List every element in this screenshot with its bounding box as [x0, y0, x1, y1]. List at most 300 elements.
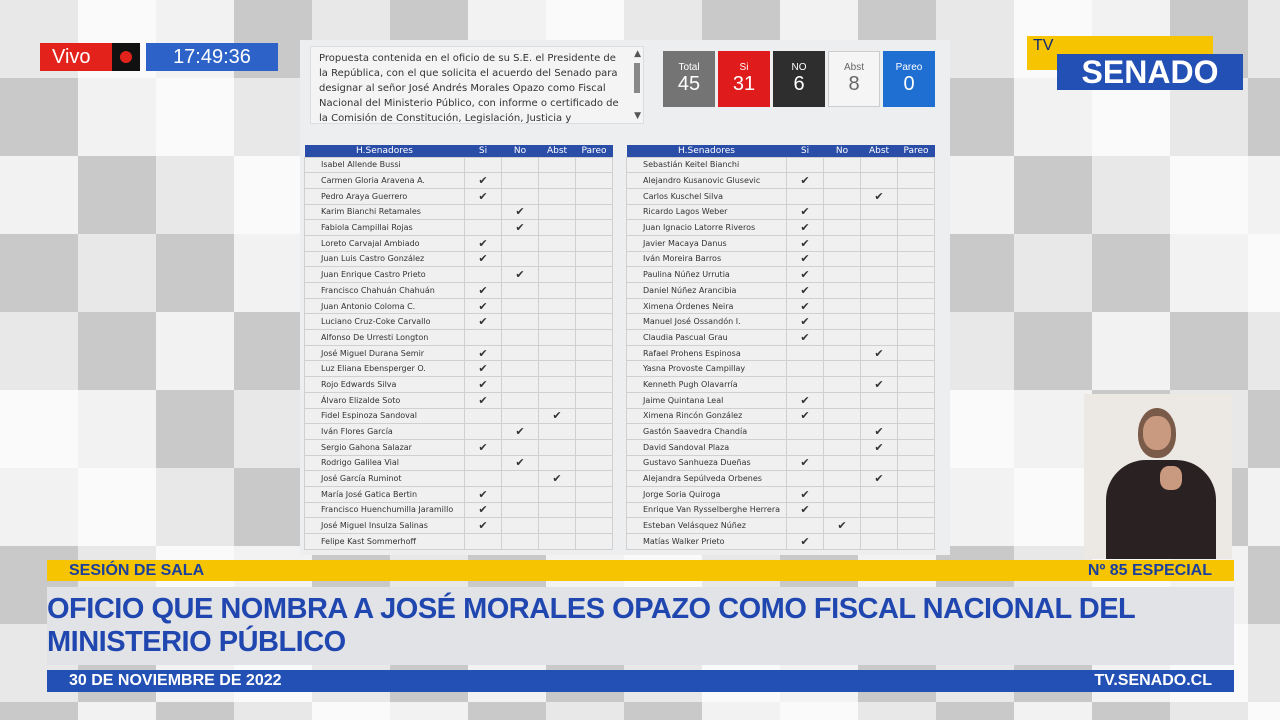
check-icon: ✔ — [515, 456, 525, 470]
motion-text-box[interactable] — [310, 46, 644, 124]
check-icon: ✔ — [874, 189, 884, 203]
col-header-pareo: Pareo — [898, 145, 935, 157]
vote-cell-si — [787, 330, 824, 346]
senator-row — [305, 314, 613, 330]
vote-cell-pareo — [898, 157, 935, 173]
check-icon: ✔ — [478, 519, 488, 533]
vote-cell-abst — [861, 267, 898, 283]
check-icon: ✔ — [800, 268, 810, 282]
vote-cell-si — [787, 173, 824, 189]
senator-name: Gastón Saavedra Chandía — [627, 424, 787, 440]
vote-cell-abst — [539, 361, 576, 377]
senator-row — [627, 267, 935, 283]
vote-cell-no — [502, 534, 539, 550]
senator-row — [305, 424, 613, 440]
check-icon: ✔ — [800, 221, 810, 235]
senator-row — [627, 283, 935, 299]
senator-name: Carmen Gloria Aravena A. — [305, 173, 465, 189]
senator-row — [305, 298, 613, 314]
senator-row — [305, 157, 613, 173]
senator-name: Isabel Allende Bussi — [305, 157, 465, 173]
check-icon: ✔ — [800, 174, 810, 188]
check-icon: ✔ — [800, 534, 810, 548]
vote-cell-pareo — [898, 361, 935, 377]
check-icon: ✔ — [478, 362, 488, 376]
tally-pareo: Pareo 0 — [883, 51, 935, 107]
vote-cell-abst — [861, 408, 898, 424]
vote-cell-no — [824, 502, 861, 518]
senator-row — [305, 220, 613, 236]
vote-cell-abst — [861, 251, 898, 267]
check-icon: ✔ — [800, 503, 810, 517]
check-icon: ✔ — [800, 456, 810, 470]
senator-name: Fidel Espinoza Sandoval — [305, 408, 465, 424]
vote-cell-abst — [539, 408, 576, 424]
vote-cell-si — [465, 345, 502, 361]
senator-row — [627, 455, 935, 471]
check-icon: ✔ — [515, 268, 525, 282]
session-label: SESIÓN DE SALA — [69, 561, 205, 579]
senator-row — [305, 392, 613, 408]
vote-cell-pareo — [898, 267, 935, 283]
senator-name: Sergio Gahona Salazar — [305, 439, 465, 455]
senator-name: Rafael Prohens Espinosa — [627, 345, 787, 361]
vote-cell-pareo — [898, 377, 935, 393]
vote-cell-si — [465, 188, 502, 204]
senator-row — [627, 392, 935, 408]
senator-row — [305, 518, 613, 534]
vote-cell-pareo — [576, 188, 613, 204]
vote-cell-abst — [539, 392, 576, 408]
senator-row — [627, 204, 935, 220]
vote-cell-no — [824, 518, 861, 534]
senator-row — [627, 486, 935, 502]
check-icon: ✔ — [478, 252, 488, 266]
check-icon: ✔ — [478, 236, 488, 250]
vote-cell-pareo — [898, 235, 935, 251]
vote-cell-si — [787, 392, 824, 408]
vote-cell-no — [502, 314, 539, 330]
vote-cell-no — [502, 235, 539, 251]
vote-cell-no — [502, 471, 539, 487]
vote-cell-si — [787, 502, 824, 518]
vote-cell-pareo — [576, 157, 613, 173]
senator-name: Ricardo Lagos Weber — [627, 204, 787, 220]
senator-row — [305, 235, 613, 251]
sign-language-interpreter — [1084, 394, 1232, 559]
vote-cell-no — [502, 220, 539, 236]
vote-cell-abst — [539, 188, 576, 204]
vote-cell-abst — [539, 424, 576, 440]
vote-cell-pareo — [576, 518, 613, 534]
vote-cell-pareo — [576, 267, 613, 283]
vote-cell-pareo — [898, 439, 935, 455]
vote-cell-abst — [861, 424, 898, 440]
vote-cell-no — [824, 220, 861, 236]
senator-row — [305, 439, 613, 455]
site-url: TV.SENADO.CL — [1094, 672, 1212, 689]
vote-cell-no — [502, 298, 539, 314]
senator-row — [627, 173, 935, 189]
vote-cell-pareo — [576, 235, 613, 251]
check-icon: ✔ — [478, 440, 488, 454]
check-icon: ✔ — [478, 299, 488, 313]
senator-name: Álvaro Elizalde Soto — [305, 392, 465, 408]
senator-row — [627, 298, 935, 314]
senator-row — [305, 361, 613, 377]
senator-name: Francisco Huenchumilla Jaramillo — [305, 502, 465, 518]
senator-row — [627, 157, 935, 173]
senator-row — [627, 502, 935, 518]
senator-name: Alfonso De Urresti Longton — [305, 330, 465, 346]
vote-cell-no — [824, 251, 861, 267]
vote-cell-pareo — [576, 455, 613, 471]
vote-cell-si — [787, 345, 824, 361]
vote-cell-pareo — [576, 486, 613, 502]
vote-cell-abst — [539, 486, 576, 502]
col-header-si: Si — [465, 145, 502, 157]
col-header-pareo: Pareo — [576, 145, 613, 157]
vote-cell-abst — [861, 518, 898, 534]
vote-cell-no — [824, 439, 861, 455]
date: 30 DE NOVIEMBRE DE 2022 — [69, 672, 282, 689]
vote-cell-no — [502, 424, 539, 440]
vote-cell-no — [502, 439, 539, 455]
vote-cell-abst — [539, 204, 576, 220]
vote-cell-abst — [539, 157, 576, 173]
vote-cell-abst — [539, 439, 576, 455]
date-bar — [47, 670, 1234, 692]
senator-row — [305, 345, 613, 361]
check-icon: ✔ — [800, 236, 810, 250]
check-icon: ✔ — [515, 205, 525, 219]
vote-cell-abst — [861, 330, 898, 346]
vote-cell-pareo — [576, 377, 613, 393]
vote-cell-no — [502, 361, 539, 377]
senator-name: Karim Bianchi Retamales — [305, 204, 465, 220]
vote-cell-pareo — [898, 455, 935, 471]
check-icon: ✔ — [800, 283, 810, 297]
check-icon: ✔ — [478, 315, 488, 329]
senator-name: Loreto Carvajal Ambiado — [305, 235, 465, 251]
headline-bar — [47, 587, 1234, 665]
vote-cell-abst — [539, 471, 576, 487]
check-icon: ✔ — [874, 377, 884, 391]
senator-row — [627, 235, 935, 251]
vote-cell-si — [465, 157, 502, 173]
vote-cell-pareo — [576, 534, 613, 550]
senator-name: Fabiola Campillai Rojas — [305, 220, 465, 236]
vote-cell-no — [824, 157, 861, 173]
vote-cell-no — [824, 173, 861, 189]
senator-name: Paulina Núñez Urrutia — [627, 267, 787, 283]
check-icon: ✔ — [478, 487, 488, 501]
senator-row — [305, 408, 613, 424]
vote-cell-no — [502, 188, 539, 204]
vote-cell-si — [465, 267, 502, 283]
vote-cell-abst — [861, 486, 898, 502]
vote-cell-abst — [861, 471, 898, 487]
vote-cell-abst — [861, 345, 898, 361]
vote-cell-abst — [861, 502, 898, 518]
senators-table-right — [626, 145, 935, 550]
vote-cell-si — [787, 408, 824, 424]
vote-cell-no — [502, 330, 539, 346]
vote-cell-pareo — [898, 173, 935, 189]
senator-name: Jorge Soria Quiroga — [627, 486, 787, 502]
vote-cell-no — [824, 298, 861, 314]
check-icon: ✔ — [478, 174, 488, 188]
vote-cell-si — [465, 235, 502, 251]
check-icon: ✔ — [478, 346, 488, 360]
vote-cell-pareo — [898, 534, 935, 550]
vote-cell-no — [824, 361, 861, 377]
vote-cell-pareo — [576, 173, 613, 189]
vote-cell-abst — [539, 220, 576, 236]
tally-si: Si 31 — [718, 51, 770, 107]
vote-cell-si — [465, 518, 502, 534]
vote-cell-no — [824, 188, 861, 204]
senator-row — [305, 471, 613, 487]
scroll-down-icon[interactable]: ▼ — [634, 111, 641, 121]
senator-name: Felipe Kast Sommerhoff — [305, 534, 465, 550]
vote-cell-si — [465, 534, 502, 550]
tally-total: Total 45 — [663, 51, 715, 107]
vote-cell-pareo — [898, 204, 935, 220]
senator-name: Ximena Rincón González — [627, 408, 787, 424]
senator-row — [627, 330, 935, 346]
vote-cell-no — [824, 345, 861, 361]
vote-cell-si — [787, 424, 824, 440]
senator-name: Kenneth Pugh Olavarría — [627, 377, 787, 393]
senator-name: Rodrigo Galilea Vial — [305, 455, 465, 471]
vote-cell-abst — [861, 298, 898, 314]
vote-cell-pareo — [576, 204, 613, 220]
vote-cell-pareo — [576, 471, 613, 487]
check-icon: ✔ — [874, 472, 884, 486]
vote-cell-pareo — [576, 220, 613, 236]
check-icon: ✔ — [478, 189, 488, 203]
col-header-abst: Abst — [861, 145, 898, 157]
session-bar — [47, 560, 1234, 581]
vote-cell-pareo — [898, 486, 935, 502]
vote-cell-si — [787, 157, 824, 173]
vote-cell-si — [787, 204, 824, 220]
senator-row — [305, 283, 613, 299]
check-icon: ✔ — [800, 205, 810, 219]
motion-text: Propuesta contenida en el oficio de su S.E. el Presidente de la República, con el que solicita el acuerdo del Senado para designar al señor José Andrés Morales Opazo como Fiscal Nacional del Ministerio Público, con informe o certificado de la Comisión de Constitución, Legislación, Justicia y — [319, 53, 619, 124]
vote-cell-pareo — [898, 345, 935, 361]
senator-name: Juan Ignacio Latorre Riveros — [627, 220, 787, 236]
vote-cell-si — [787, 439, 824, 455]
vote-cell-abst — [861, 220, 898, 236]
vote-cell-si — [465, 361, 502, 377]
vote-cell-pareo — [576, 283, 613, 299]
vote-cell-pareo — [898, 408, 935, 424]
senator-name: Gustavo Sanhueza Dueñas — [627, 455, 787, 471]
senator-name: Luz Eliana Ebensperger O. — [305, 361, 465, 377]
senator-name: Alejandra Sepúlveda Orbenes — [627, 471, 787, 487]
vote-cell-si — [465, 455, 502, 471]
vote-cell-si — [465, 314, 502, 330]
vote-cell-pareo — [576, 314, 613, 330]
vote-cell-abst — [539, 314, 576, 330]
check-icon: ✔ — [478, 393, 488, 407]
vote-cell-si — [787, 534, 824, 550]
check-icon: ✔ — [800, 393, 810, 407]
vote-cell-si — [465, 204, 502, 220]
vote-cell-pareo — [576, 502, 613, 518]
vote-cell-pareo — [576, 424, 613, 440]
vote-cell-si — [787, 518, 824, 534]
vote-cell-abst — [861, 361, 898, 377]
vote-cell-pareo — [898, 298, 935, 314]
senator-row — [627, 220, 935, 236]
check-icon: ✔ — [837, 519, 847, 533]
vote-cell-no — [502, 204, 539, 220]
vote-cell-pareo — [898, 518, 935, 534]
col-header-no: No — [824, 145, 861, 157]
check-icon: ✔ — [874, 425, 884, 439]
check-icon: ✔ — [478, 503, 488, 517]
vote-cell-no — [502, 283, 539, 299]
vote-cell-abst — [539, 330, 576, 346]
check-icon: ✔ — [478, 283, 488, 297]
check-icon: ✔ — [552, 472, 562, 486]
vote-cell-abst — [861, 235, 898, 251]
vote-cell-no — [824, 235, 861, 251]
vote-cell-no — [502, 377, 539, 393]
vote-cell-abst — [861, 392, 898, 408]
vote-cell-si — [465, 486, 502, 502]
check-icon: ✔ — [874, 346, 884, 360]
vote-cell-abst — [539, 251, 576, 267]
vote-cell-no — [824, 408, 861, 424]
vote-cell-si — [465, 220, 502, 236]
vote-cell-si — [787, 298, 824, 314]
senator-name: Juan Antonio Coloma C. — [305, 298, 465, 314]
vote-cell-no — [502, 267, 539, 283]
senator-row — [627, 471, 935, 487]
col-header-senadores: H.Senadores — [627, 145, 787, 157]
vote-cell-abst — [861, 173, 898, 189]
tally-no: NO 6 — [773, 51, 825, 107]
senator-name: Daniel Núñez Arancibia — [627, 283, 787, 299]
vote-cell-abst — [539, 534, 576, 550]
vote-cell-abst — [861, 377, 898, 393]
vote-cell-si — [787, 314, 824, 330]
vote-cell-pareo — [898, 220, 935, 236]
vote-cell-abst — [539, 518, 576, 534]
vote-cell-si — [787, 235, 824, 251]
check-icon: ✔ — [874, 440, 884, 454]
vote-cell-pareo — [898, 188, 935, 204]
senator-row — [305, 486, 613, 502]
check-icon: ✔ — [800, 299, 810, 313]
senator-row — [627, 345, 935, 361]
vote-cell-pareo — [898, 251, 935, 267]
senator-row — [627, 424, 935, 440]
vote-cell-no — [824, 377, 861, 393]
senator-row — [305, 534, 613, 550]
vote-cell-abst — [539, 283, 576, 299]
vote-cell-si — [465, 251, 502, 267]
check-icon: ✔ — [552, 409, 562, 423]
vote-cell-no — [502, 157, 539, 173]
senator-name: Enrique Van Rysselberghe Herrera — [627, 502, 787, 518]
vote-cell-si — [465, 298, 502, 314]
vote-cell-si — [787, 486, 824, 502]
check-icon: ✔ — [800, 409, 810, 423]
vote-cell-abst — [539, 345, 576, 361]
vote-cell-no — [824, 455, 861, 471]
vote-cell-si — [465, 439, 502, 455]
vote-cell-si — [787, 188, 824, 204]
clock: 17:49:36 — [146, 43, 278, 71]
vote-cell-si — [465, 502, 502, 518]
senator-row — [305, 330, 613, 346]
vote-cell-si — [787, 455, 824, 471]
col-header-no: No — [502, 145, 539, 157]
vote-cell-si — [465, 392, 502, 408]
vote-cell-pareo — [898, 283, 935, 299]
vote-cell-no — [824, 330, 861, 346]
vote-cell-no — [824, 486, 861, 502]
vote-cell-pareo — [898, 392, 935, 408]
vote-cell-abst — [861, 283, 898, 299]
vote-cell-no — [824, 534, 861, 550]
vote-cell-no — [502, 251, 539, 267]
senator-name: Javier Macaya Danus — [627, 235, 787, 251]
vote-cell-pareo — [898, 330, 935, 346]
vote-cell-pareo — [576, 251, 613, 267]
senator-row — [305, 377, 613, 393]
senator-row — [305, 502, 613, 518]
senator-row — [305, 188, 613, 204]
check-icon: ✔ — [800, 315, 810, 329]
vote-cell-abst — [861, 204, 898, 220]
col-header-senadores: H.Senadores — [305, 145, 465, 157]
vote-cell-abst — [861, 314, 898, 330]
vote-cell-abst — [539, 298, 576, 314]
vote-cell-si — [787, 220, 824, 236]
vote-cell-abst — [861, 455, 898, 471]
senator-row — [627, 439, 935, 455]
vote-cell-no — [824, 204, 861, 220]
vote-cell-pareo — [576, 330, 613, 346]
vote-cell-no — [502, 173, 539, 189]
vote-cell-pareo — [898, 424, 935, 440]
vote-cell-si — [787, 251, 824, 267]
vote-cell-pareo — [576, 392, 613, 408]
record-icon — [112, 43, 140, 71]
senator-row — [627, 377, 935, 393]
scrollbar-thumb[interactable] — [634, 63, 640, 93]
vote-cell-no — [824, 392, 861, 408]
scroll-up-icon[interactable]: ▲ — [634, 49, 641, 59]
vote-cell-si — [787, 267, 824, 283]
vote-cell-abst — [539, 502, 576, 518]
vote-cell-no — [824, 267, 861, 283]
senator-name: Esteban Velásquez Núñez — [627, 518, 787, 534]
vote-cell-no — [824, 314, 861, 330]
senator-row — [627, 534, 935, 550]
vote-cell-si — [465, 424, 502, 440]
senator-row — [627, 251, 935, 267]
vote-cell-abst — [861, 188, 898, 204]
vote-cell-abst — [539, 267, 576, 283]
logo-senado: SENADO — [1057, 54, 1243, 90]
